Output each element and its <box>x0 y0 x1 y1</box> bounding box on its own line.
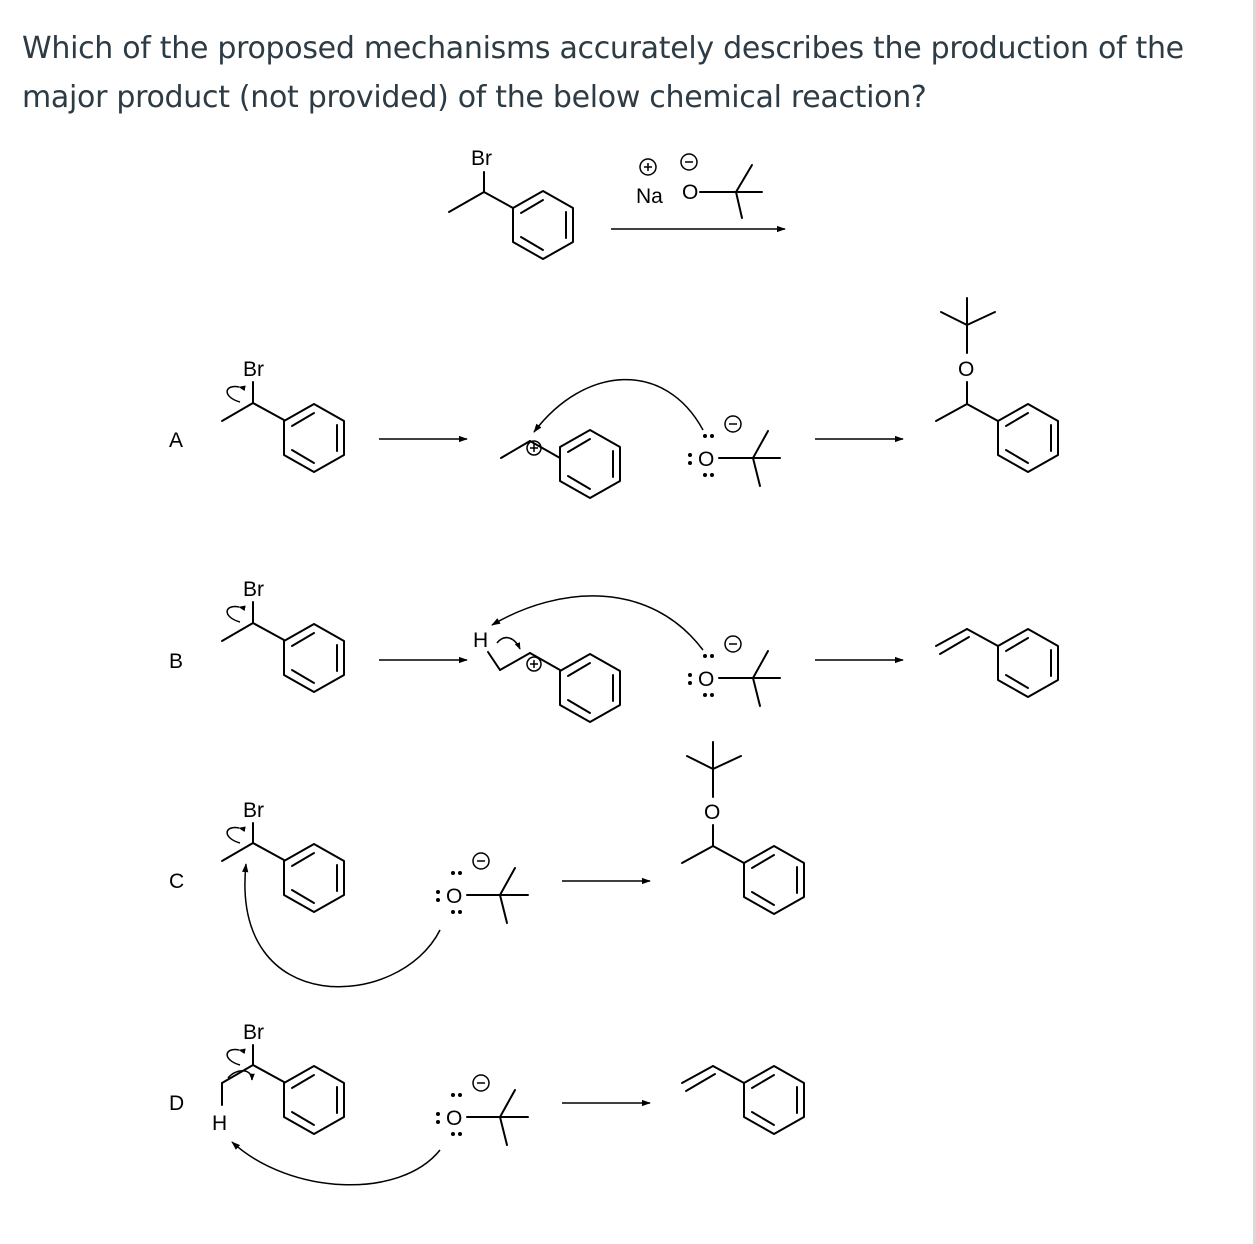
oxygen-label: O <box>698 668 715 691</box>
benzene-ring <box>284 404 344 472</box>
oxygen-label: O <box>446 1107 463 1130</box>
oxygen-label: O <box>698 448 715 471</box>
ether-product <box>682 742 804 914</box>
curved-arrow-icon <box>227 387 240 402</box>
option-c <box>169 742 804 987</box>
bromine-label: Br <box>243 358 264 381</box>
benzene-ring <box>513 191 573 259</box>
tert-butoxide-nucleophile <box>688 636 780 706</box>
e2-deprotonation-arrow <box>232 1142 440 1185</box>
option-label: D <box>169 1092 185 1115</box>
tert-butoxide-nucleophile <box>436 1075 528 1145</box>
oxygen-label: O <box>446 885 463 908</box>
benzene-ring <box>560 430 620 498</box>
ether-product <box>936 298 1058 472</box>
option-label: B <box>169 650 184 673</box>
hydrogen-label: H <box>212 1112 228 1135</box>
nucleophilic-attack-arrow <box>534 380 703 432</box>
reactant-bromide <box>449 147 573 259</box>
option-b <box>169 578 1058 722</box>
benzene-ring <box>560 654 620 722</box>
hydrogen-label: H <box>473 629 489 652</box>
bromine-label: Br <box>243 799 264 822</box>
option-label: C <box>169 870 185 893</box>
tert-butoxide-nucleophile <box>436 853 528 923</box>
bromine-label: Br <box>471 147 492 170</box>
benzene-ring <box>284 844 344 912</box>
bromine-label: Br <box>243 1021 264 1044</box>
benzene-ring <box>284 624 344 692</box>
oxygen-label: O <box>958 358 975 381</box>
option-label: A <box>169 429 184 452</box>
curved-arrow-icon <box>227 607 240 622</box>
alkene-product <box>682 1066 804 1134</box>
reagent-sodium-tert-butoxide <box>636 154 762 218</box>
question-text: Which of the proposed mechanisms accurately describes the production of the major product (not provided) of the below chemical reaction? <box>22 31 1184 115</box>
curved-arrow-icon <box>497 638 520 649</box>
bromine-label: Br <box>243 578 264 601</box>
option-d <box>169 1021 804 1185</box>
curved-arrow-icon <box>227 828 240 843</box>
oxygen-label: O <box>704 801 721 824</box>
deprotonation-arrow <box>492 596 703 650</box>
curved-arrow-icon <box>227 1050 240 1065</box>
sodium-label: Na <box>636 185 663 208</box>
oxygen-label: O <box>682 181 699 204</box>
benzene-ring <box>284 1066 344 1134</box>
reaction-scheme <box>449 147 785 259</box>
alkene-product <box>936 629 1058 697</box>
option-a <box>169 298 1058 498</box>
sn2-attack-arrow <box>245 864 440 987</box>
